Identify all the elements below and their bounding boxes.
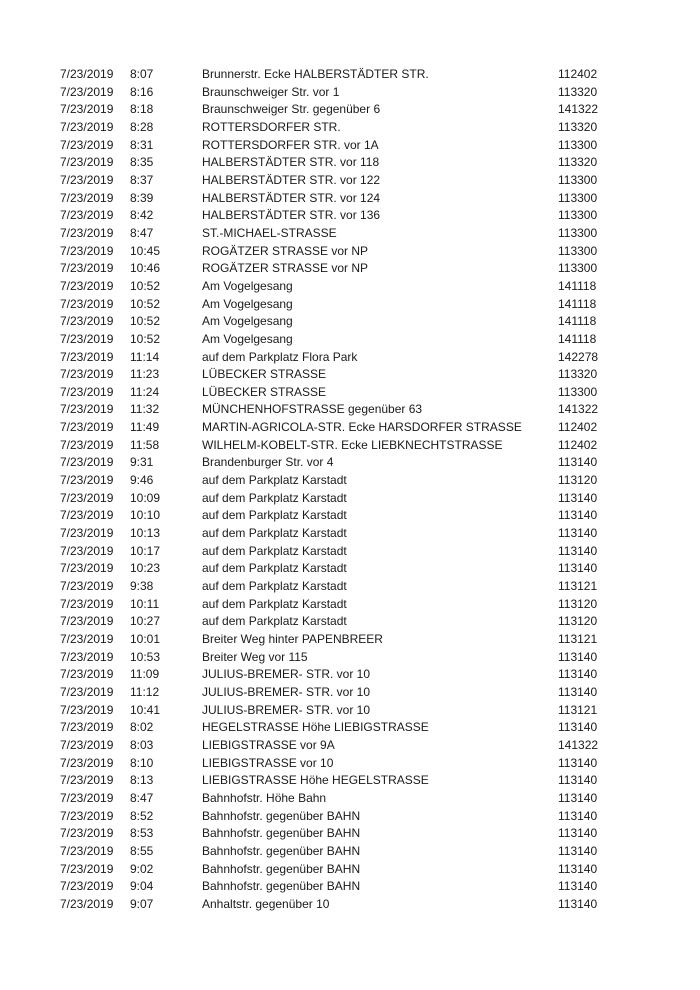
location-cell: LIEBIGSTRASSE Höhe HEGELSTRASSE bbox=[202, 773, 429, 788]
date-cell: 7/23/2019 bbox=[60, 455, 114, 470]
date-cell: 7/23/2019 bbox=[60, 526, 114, 541]
date-cell: 7/23/2019 bbox=[60, 508, 114, 523]
code-cell: 113140 bbox=[558, 684, 598, 699]
table-row bbox=[60, 596, 605, 614]
date-cell: 7/23/2019 bbox=[60, 843, 114, 858]
time-cell: 8:35 bbox=[130, 155, 154, 170]
time-cell: 10:09 bbox=[130, 490, 161, 505]
date-cell: 7/23/2019 bbox=[60, 331, 114, 346]
code-cell: 113121 bbox=[558, 579, 598, 594]
table-row bbox=[60, 101, 605, 119]
time-cell: 10:41 bbox=[130, 702, 161, 717]
location-cell: Breiter Weg hinter PAPENBREER bbox=[202, 632, 383, 646]
code-cell: 113140 bbox=[558, 843, 598, 858]
table-row bbox=[60, 437, 605, 455]
date-cell: 7/23/2019 bbox=[60, 808, 114, 823]
location-cell: LIEBIGSTRASSE vor 10 bbox=[202, 755, 334, 770]
table-row bbox=[60, 755, 605, 773]
code-cell: 113140 bbox=[558, 508, 598, 523]
location-cell: auf dem Parkplatz Karstadt bbox=[202, 490, 347, 505]
date-cell: 7/23/2019 bbox=[60, 684, 114, 699]
table-row bbox=[60, 507, 605, 525]
table-row bbox=[60, 843, 605, 861]
code-cell: 113320 bbox=[558, 119, 598, 134]
code-cell: 113140 bbox=[558, 490, 598, 505]
time-cell: 9:46 bbox=[130, 473, 154, 488]
date-cell: 7/23/2019 bbox=[60, 119, 114, 134]
date-cell: 7/23/2019 bbox=[60, 278, 114, 293]
time-cell: 8:02 bbox=[130, 720, 154, 735]
code-cell: 113140 bbox=[558, 561, 598, 576]
time-cell: 8:10 bbox=[130, 755, 154, 770]
table-row bbox=[60, 172, 605, 190]
location-cell: Bahnhofstr. Höhe Bahn bbox=[202, 790, 327, 805]
table-row bbox=[60, 454, 605, 472]
code-cell: 112402 bbox=[558, 437, 598, 452]
location-cell: JULIUS-BREMER- STR. vor 10 bbox=[202, 667, 371, 682]
table-row bbox=[60, 578, 605, 596]
time-cell: 10:52 bbox=[130, 296, 161, 311]
date-cell: 7/23/2019 bbox=[60, 261, 114, 276]
table-row bbox=[60, 349, 605, 367]
location-cell: ROTTERSDORFER STR. bbox=[202, 119, 341, 134]
date-cell: 7/23/2019 bbox=[60, 490, 114, 505]
code-cell: 113140 bbox=[558, 455, 598, 470]
code-cell: 141118 bbox=[558, 314, 597, 329]
time-cell: 8:47 bbox=[130, 225, 154, 240]
time-cell: 8:07 bbox=[130, 67, 154, 81]
table-row bbox=[60, 666, 605, 684]
time-cell: 9:02 bbox=[130, 861, 154, 876]
code-cell: 113140 bbox=[558, 861, 598, 876]
table-row bbox=[60, 825, 605, 843]
table-row bbox=[60, 649, 605, 667]
location-cell: auf dem Parkplatz Karstadt bbox=[202, 596, 347, 611]
code-cell: 113121 bbox=[558, 702, 598, 717]
date-cell: 7/23/2019 bbox=[60, 190, 114, 205]
location-cell: Braunschweiger Str. vor 1 bbox=[202, 84, 340, 99]
location-cell: Am Vogelgesang bbox=[202, 314, 293, 329]
code-cell: 113320 bbox=[558, 155, 598, 170]
location-cell: ROTTERSDORFER STR. vor 1A bbox=[202, 137, 379, 152]
record-table-body bbox=[60, 66, 605, 914]
location-cell: HALBERSTÄDTER STR. vor 124 bbox=[202, 190, 381, 205]
location-cell: LIEBIGSTRASSE vor 9A bbox=[202, 737, 335, 752]
code-cell: 113140 bbox=[558, 790, 598, 805]
table-row bbox=[60, 737, 605, 755]
code-cell: 113300 bbox=[558, 208, 598, 223]
date-cell: 7/23/2019 bbox=[60, 861, 114, 876]
code-cell: 113140 bbox=[558, 808, 598, 823]
code-cell: 141322 bbox=[558, 402, 599, 417]
code-cell: 113140 bbox=[558, 649, 598, 664]
code-cell: 113300 bbox=[558, 190, 598, 205]
table-row bbox=[60, 313, 605, 331]
date-cell: 7/23/2019 bbox=[60, 172, 114, 187]
date-cell: 7/23/2019 bbox=[60, 384, 114, 399]
table-row bbox=[60, 631, 605, 649]
location-cell: JULIUS-BREMER- STR. vor 10 bbox=[202, 702, 371, 717]
time-cell: 8:03 bbox=[130, 737, 154, 752]
code-cell: 113140 bbox=[558, 526, 598, 541]
code-cell: 113140 bbox=[558, 755, 598, 770]
code-cell: 112402 bbox=[558, 420, 598, 435]
code-cell: 113300 bbox=[558, 243, 598, 258]
date-cell: 7/23/2019 bbox=[60, 773, 114, 788]
location-cell: Am Vogelgesang bbox=[202, 331, 293, 346]
time-cell: 8:28 bbox=[130, 119, 154, 134]
time-cell: 10:13 bbox=[130, 526, 161, 541]
code-cell: 113300 bbox=[558, 225, 598, 240]
code-cell: 113120 bbox=[558, 596, 598, 611]
date-cell: 7/23/2019 bbox=[60, 755, 114, 770]
location-cell: Bahnhofstr. gegenüber BAHN bbox=[202, 808, 361, 823]
table-row bbox=[60, 702, 605, 720]
location-cell: MÜNCHENHOFSTRASSE gegenüber 63 bbox=[202, 402, 423, 417]
table-row bbox=[60, 896, 605, 914]
location-cell: auf dem Parkplatz Flora Park bbox=[202, 349, 358, 364]
code-cell: 113320 bbox=[558, 367, 598, 382]
table-row bbox=[60, 401, 605, 419]
table-row bbox=[60, 684, 605, 702]
time-cell: 10:52 bbox=[130, 278, 161, 293]
table-row bbox=[60, 225, 605, 243]
code-cell: 141118 bbox=[558, 278, 597, 293]
location-cell: Bahnhofstr. gegenüber BAHN bbox=[202, 843, 361, 858]
location-cell: Brunnerstr. Ecke HALBERSTÄDTER STR. bbox=[202, 67, 429, 81]
date-cell: 7/23/2019 bbox=[60, 896, 114, 911]
table-row bbox=[60, 243, 605, 261]
time-cell: 8:47 bbox=[130, 790, 154, 805]
location-cell: HALBERSTÄDTER STR. vor 136 bbox=[202, 208, 381, 223]
code-cell: 113120 bbox=[558, 473, 598, 488]
date-cell: 7/23/2019 bbox=[60, 667, 114, 682]
table-row bbox=[60, 331, 605, 349]
code-cell: 112402 bbox=[558, 67, 598, 81]
time-cell: 8:37 bbox=[130, 172, 154, 187]
location-cell: auf dem Parkplatz Karstadt bbox=[202, 543, 347, 558]
location-cell: Bahnhofstr. gegenüber BAHN bbox=[202, 861, 361, 876]
time-cell: 10:23 bbox=[130, 561, 161, 576]
table-row bbox=[60, 384, 605, 402]
date-cell: 7/23/2019 bbox=[60, 579, 114, 594]
time-cell: 11:14 bbox=[130, 349, 160, 364]
date-cell: 7/23/2019 bbox=[60, 826, 114, 841]
table-row bbox=[60, 137, 605, 155]
location-cell: auf dem Parkplatz Karstadt bbox=[202, 526, 347, 541]
table-row bbox=[60, 560, 605, 578]
location-cell: JULIUS-BREMER- STR. vor 10 bbox=[202, 684, 371, 699]
time-cell: 8:39 bbox=[130, 190, 154, 205]
date-cell: 7/23/2019 bbox=[60, 720, 114, 735]
code-cell: 141118 bbox=[558, 296, 597, 311]
location-cell: Anhaltstr. gegenüber 10 bbox=[202, 896, 330, 911]
table-row bbox=[60, 543, 605, 561]
code-cell: 141118 bbox=[558, 331, 597, 346]
location-cell: WILHELM-KOBELT-STR. Ecke LIEBKNECHTSTRASSE bbox=[202, 437, 503, 452]
time-cell: 9:31 bbox=[130, 455, 154, 470]
time-cell: 8:52 bbox=[130, 808, 154, 823]
table-row bbox=[60, 878, 605, 896]
location-cell: auf dem Parkplatz Karstadt bbox=[202, 508, 347, 523]
time-cell: 9:07 bbox=[130, 896, 154, 911]
code-cell: 141322 bbox=[558, 737, 599, 752]
table-row bbox=[60, 861, 605, 879]
table-row bbox=[60, 260, 605, 278]
time-cell: 8:42 bbox=[130, 208, 154, 223]
date-cell: 7/23/2019 bbox=[60, 420, 114, 435]
table-row bbox=[60, 66, 605, 84]
code-cell: 113300 bbox=[558, 172, 598, 187]
code-cell: 113120 bbox=[558, 614, 598, 629]
time-cell: 8:55 bbox=[130, 843, 154, 858]
date-cell: 7/23/2019 bbox=[60, 561, 114, 576]
code-cell: 113140 bbox=[558, 879, 598, 894]
code-cell: 113140 bbox=[558, 667, 598, 682]
location-cell: HEGELSTRASSE Höhe LIEBIGSTRASSE bbox=[202, 720, 429, 735]
time-cell: 10:53 bbox=[130, 649, 161, 664]
date-cell: 7/23/2019 bbox=[60, 314, 114, 329]
time-cell: 11:49 bbox=[130, 420, 160, 435]
code-cell: 113140 bbox=[558, 720, 598, 735]
date-cell: 7/23/2019 bbox=[60, 702, 114, 717]
code-cell: 113140 bbox=[558, 773, 598, 788]
date-cell: 7/23/2019 bbox=[60, 543, 114, 558]
time-cell: 8:18 bbox=[130, 102, 154, 117]
time-cell: 11:32 bbox=[130, 402, 160, 417]
table-row bbox=[60, 119, 605, 137]
location-cell: MARTIN-AGRICOLA-STR. Ecke HARSDORFER STRASSE bbox=[202, 420, 522, 435]
time-cell: 10:01 bbox=[130, 632, 161, 646]
table-row bbox=[60, 490, 605, 508]
time-cell: 10:46 bbox=[130, 261, 161, 276]
date-cell: 7/23/2019 bbox=[60, 437, 114, 452]
location-cell: LÜBECKER STRASSE bbox=[202, 367, 327, 382]
date-cell: 7/23/2019 bbox=[60, 137, 114, 152]
table-row bbox=[60, 790, 605, 808]
date-cell: 7/23/2019 bbox=[60, 596, 114, 611]
time-cell: 11:58 bbox=[130, 437, 160, 452]
date-cell: 7/23/2019 bbox=[60, 102, 114, 117]
date-cell: 7/23/2019 bbox=[60, 367, 114, 382]
time-cell: 10:11 bbox=[130, 596, 160, 611]
time-cell: 11:23 bbox=[130, 367, 160, 382]
table-row bbox=[60, 808, 605, 826]
table-row bbox=[60, 84, 605, 102]
time-cell: 8:16 bbox=[130, 84, 154, 99]
table-row bbox=[60, 419, 605, 437]
table-row bbox=[60, 772, 605, 790]
location-cell: Am Vogelgesang bbox=[202, 296, 293, 311]
code-cell: 113300 bbox=[558, 261, 598, 276]
date-cell: 7/23/2019 bbox=[60, 67, 114, 81]
table-row bbox=[60, 366, 605, 384]
code-cell: 141322 bbox=[558, 102, 599, 117]
date-cell: 7/23/2019 bbox=[60, 84, 114, 99]
date-cell: 7/23/2019 bbox=[60, 632, 114, 646]
table-row bbox=[60, 613, 605, 631]
location-cell: auf dem Parkplatz Karstadt bbox=[202, 579, 347, 594]
code-cell: 113140 bbox=[558, 896, 598, 911]
date-cell: 7/23/2019 bbox=[60, 225, 114, 240]
table-row bbox=[60, 472, 605, 490]
code-cell: 113121 bbox=[558, 632, 598, 646]
time-cell: 10:17 bbox=[130, 543, 161, 558]
time-cell: 8:13 bbox=[130, 773, 154, 788]
date-cell: 7/23/2019 bbox=[60, 473, 114, 488]
date-cell: 7/23/2019 bbox=[60, 737, 114, 752]
location-cell: auf dem Parkplatz Karstadt bbox=[202, 473, 347, 488]
time-cell: 10:27 bbox=[130, 614, 161, 629]
location-cell: Braunschweiger Str. gegenüber 6 bbox=[202, 102, 381, 117]
date-cell: 7/23/2019 bbox=[60, 614, 114, 629]
table-row bbox=[60, 207, 605, 225]
table-row bbox=[60, 278, 605, 296]
time-cell: 10:45 bbox=[130, 243, 161, 258]
location-cell: auf dem Parkplatz Karstadt bbox=[202, 561, 347, 576]
location-cell: HALBERSTÄDTER STR. vor 122 bbox=[202, 172, 381, 187]
date-cell: 7/23/2019 bbox=[60, 349, 114, 364]
location-cell: Breiter Weg vor 115 bbox=[202, 649, 308, 664]
location-cell: auf dem Parkplatz Karstadt bbox=[202, 614, 347, 629]
code-cell: 113140 bbox=[558, 543, 598, 558]
code-cell: 113140 bbox=[558, 826, 598, 841]
time-cell: 11:12 bbox=[130, 684, 160, 699]
date-cell: 7/23/2019 bbox=[60, 649, 114, 664]
date-cell: 7/23/2019 bbox=[60, 879, 114, 894]
location-cell: Am Vogelgesang bbox=[202, 278, 293, 293]
time-cell: 11:09 bbox=[130, 667, 160, 682]
date-cell: 7/23/2019 bbox=[60, 208, 114, 223]
location-cell: Bahnhofstr. gegenüber BAHN bbox=[202, 879, 361, 894]
location-cell: ROGÄTZER STRASSE vor NP bbox=[202, 243, 369, 258]
time-cell: 8:31 bbox=[130, 137, 154, 152]
table-row bbox=[60, 525, 605, 543]
record-table bbox=[60, 66, 605, 914]
table-row bbox=[60, 719, 605, 737]
date-cell: 7/23/2019 bbox=[60, 790, 114, 805]
location-cell: ROGÄTZER STRASSE vor NP bbox=[202, 261, 369, 276]
time-cell: 11:24 bbox=[130, 384, 160, 399]
time-cell: 10:52 bbox=[130, 331, 161, 346]
location-cell: LÜBECKER STRASSE bbox=[202, 384, 327, 399]
time-cell: 8:53 bbox=[130, 826, 154, 841]
time-cell: 9:38 bbox=[130, 579, 154, 594]
table-row bbox=[60, 296, 605, 314]
location-cell: ST.-MICHAEL-STRASSE bbox=[202, 225, 337, 240]
time-cell: 10:10 bbox=[130, 508, 161, 523]
table-row bbox=[60, 190, 605, 208]
code-cell: 113320 bbox=[558, 84, 598, 99]
date-cell: 7/23/2019 bbox=[60, 296, 114, 311]
location-cell: Brandenburger Str. vor 4 bbox=[202, 455, 334, 470]
date-cell: 7/23/2019 bbox=[60, 243, 114, 258]
date-cell: 7/23/2019 bbox=[60, 155, 114, 170]
location-cell: Bahnhofstr. gegenüber BAHN bbox=[202, 826, 361, 841]
code-cell: 142278 bbox=[558, 349, 599, 364]
date-cell: 7/23/2019 bbox=[60, 402, 114, 417]
location-cell: HALBERSTÄDTER STR. vor 118 bbox=[202, 155, 380, 170]
time-cell: 9:04 bbox=[130, 879, 154, 894]
time-cell: 10:52 bbox=[130, 314, 161, 329]
code-cell: 113300 bbox=[558, 384, 598, 399]
table-row bbox=[60, 154, 605, 172]
code-cell: 113300 bbox=[558, 137, 598, 152]
